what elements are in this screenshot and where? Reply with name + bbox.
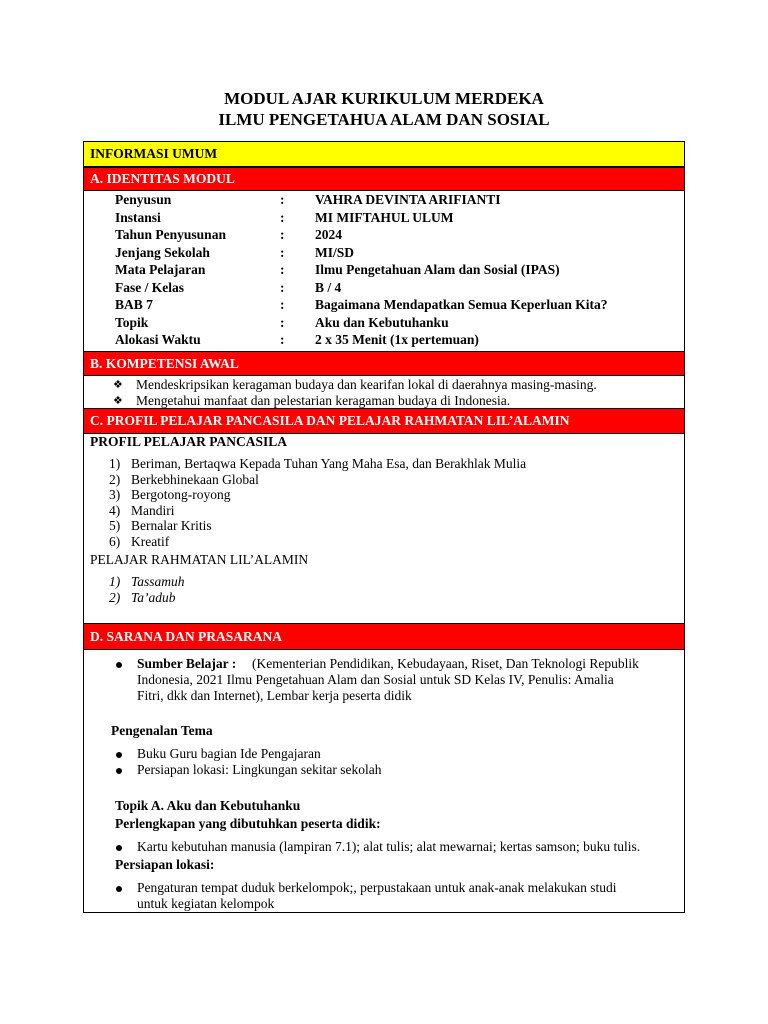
perlengkapan-item: Kartu kebutuhan manusia (lampiran 7.1); alat tulis; alat mewarnai; kertas samson; buku tulis. bbox=[137, 839, 641, 854]
document-title-line-2: ILMU PENGETAHUA ALAM DAN SOSIAL bbox=[218, 110, 550, 129]
value-bab: Bagaimana Mendapatkan Semua Keperluan Kita? bbox=[315, 297, 608, 312]
list-number: 5) bbox=[109, 518, 121, 533]
rahmatan-item: Ta’adub bbox=[131, 590, 176, 605]
pengenalan-tema-title: Pengenalan Tema bbox=[111, 723, 213, 738]
separator: : bbox=[280, 297, 285, 312]
rahmatan-title: PELAJAR RAHMATAN LIL’ALAMIN bbox=[90, 552, 309, 567]
label-topik: Topik bbox=[115, 314, 149, 330]
profil-pancasila-item: Bergotong-royong bbox=[131, 487, 231, 502]
sarana-prasarana-header: D. SARANA DAN PRASARANA bbox=[84, 623, 684, 650]
kompetensi-item: Mengetahui manfaat dan pelestarian keragaman budaya di Indonesia. bbox=[136, 393, 511, 408]
label-bab: BAB 7 bbox=[115, 297, 153, 312]
pengenalan-tema-item: Buku Guru bagian Ide Pengajaran bbox=[137, 746, 321, 761]
kompetensi-item: Mendeskripsikan keragaman budaya dan kearifan lokal di daerahnya masing-masing. bbox=[136, 377, 597, 392]
diamond-bullet-icon: ❖ bbox=[113, 395, 123, 407]
sumber-belajar-label: Sumber Belajar : bbox=[137, 656, 237, 671]
persiapan-lokasi-title: Persiapan lokasi: bbox=[115, 857, 215, 872]
rahmatan-item: Tassamuh bbox=[131, 574, 185, 589]
bullet-icon bbox=[116, 886, 122, 892]
value-alokasi-waktu: 2 x 35 Menit (1x pertemuan) bbox=[315, 332, 479, 347]
bullet-icon bbox=[116, 662, 122, 668]
identitas-modul-header: A. IDENTITAS MODUL bbox=[84, 167, 684, 191]
profil-pancasila-item: Mandiri bbox=[131, 502, 175, 518]
profil-pelajar-header: C. PROFIL PELAJAR PANCASILA DAN PELAJAR RAHMATAN LIL’ALAMIN bbox=[84, 408, 684, 434]
kompetensi-awal-header: B. KOMPETENSI AWAL bbox=[84, 351, 684, 376]
separator: : bbox=[280, 279, 285, 295]
list-number: 2) bbox=[109, 590, 121, 605]
list-number: 6) bbox=[109, 533, 121, 549]
informasi-umum-header: INFORMASI UMUM bbox=[84, 142, 684, 167]
bullet-icon bbox=[116, 752, 122, 758]
separator: : bbox=[280, 192, 285, 207]
separator: : bbox=[280, 332, 285, 347]
document-title-line-1: MODUL AJAR KURIKULUM MERDEKA bbox=[224, 89, 544, 108]
label-penyusun: Penyusun bbox=[115, 192, 172, 207]
profil-pancasila-title: PROFIL PELAJAR PANCASILA bbox=[90, 434, 288, 449]
label-fase-kelas: Fase / Kelas bbox=[115, 279, 184, 295]
label-instansi: Instansi bbox=[115, 209, 161, 225]
sumber-belajar-text: Indonesia, 2021 Ilmu Pengetahuan Alam dan Sosial untuk SD Kelas IV, Penulis: Amalia bbox=[137, 672, 614, 687]
value-jenjang-sekolah: MI/SD bbox=[315, 244, 355, 260]
sumber-belajar-text: (Kementerian Pendidikan, Kebudayaan, Riset, Dan Teknologi Republik bbox=[252, 656, 639, 671]
separator: : bbox=[280, 209, 285, 225]
pengenalan-tema-item: Persiapan lokasi: Lingkungan sekitar sekolah bbox=[137, 762, 382, 777]
list-number: 1) bbox=[109, 456, 121, 471]
diamond-bullet-icon: ❖ bbox=[113, 379, 123, 391]
list-number: 4) bbox=[109, 502, 121, 518]
value-fase-kelas: B / 4 bbox=[315, 279, 342, 295]
value-instansi: MI MIFTAHUL ULUM bbox=[315, 209, 454, 225]
profil-pancasila-item: Beriman, Bertaqwa Kepada Tuhan Yang Maha Esa, dan Berakhlak Mulia bbox=[131, 456, 527, 471]
separator: : bbox=[280, 244, 285, 260]
value-topik: Aku dan Kebutuhanku bbox=[315, 314, 449, 330]
list-number: 3) bbox=[109, 487, 121, 502]
topik-a-title: Topik A. Aku dan Kebutuhanku bbox=[115, 798, 301, 813]
value-mata-pelajaran: Ilmu Pengetahuan Alam dan Sosial (IPAS) bbox=[315, 262, 560, 277]
persiapan-lokasi-text: Pengaturan tempat duduk berkelompok;, perpustakaan untuk anak-anak melakukan studi bbox=[137, 880, 617, 895]
bullet-icon bbox=[116, 845, 122, 851]
persiapan-lokasi-text: untuk kegiatan kelompok bbox=[137, 896, 275, 911]
list-number: 2) bbox=[109, 471, 121, 487]
value-penyusun: VAHRA DEVINTA ARIFIANTI bbox=[315, 192, 501, 207]
label-alokasi-waktu: Alokasi Waktu bbox=[115, 332, 201, 347]
separator: : bbox=[280, 262, 285, 277]
value-tahun-penyusunan: 2024 bbox=[315, 227, 342, 242]
perlengkapan-title: Perlengkapan yang dibutuhkan peserta didik: bbox=[115, 816, 381, 831]
profil-pancasila-item: Kreatif bbox=[131, 533, 170, 549]
label-jenjang-sekolah: Jenjang Sekolah bbox=[115, 244, 210, 260]
list-number: 1) bbox=[109, 574, 121, 589]
sumber-belajar-text: Fitri, dkk dan Internet), Lembar kerja peserta didik bbox=[137, 688, 412, 703]
label-tahun-penyusunan: Tahun Penyusunan bbox=[115, 227, 226, 242]
profil-pancasila-item: Berkebhinekaan Global bbox=[131, 471, 259, 487]
bullet-icon bbox=[116, 768, 122, 774]
separator: : bbox=[280, 227, 285, 242]
separator: : bbox=[280, 314, 285, 330]
label-mata-pelajaran: Mata Pelajaran bbox=[115, 262, 206, 277]
profil-pancasila-item: Bernalar Kritis bbox=[131, 518, 212, 533]
